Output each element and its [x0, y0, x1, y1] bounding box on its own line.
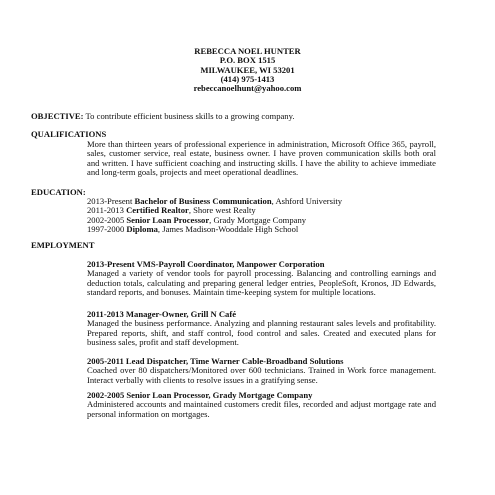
job-entry: [87, 310, 436, 348]
objective-text: To contribute efficient business skills to a growing company.: [85, 111, 295, 121]
education-item: 2002-2005 Senior Loan Processor, Grady Mortgage Company: [87, 214, 307, 225]
po-box: P.O. BOX 1515: [219, 55, 276, 66]
education-item: 2011-2013 Certified Realtor, Shore west Realty: [87, 205, 256, 216]
job-description: Managed the business performance. Analyzing and planning restaurant sales levels and profitability. Prepared reports, shift, and staff control, food control and sales. Created and executed plans for business sales, profit and staff development.: [87, 318, 436, 348]
phone-number: (414) 975-1413: [220, 73, 275, 84]
job-entry: [87, 260, 436, 298]
employment-heading: EMPLOYMENT: [31, 240, 95, 250]
education-item: 1997-2000 Diploma, James Madison-Wooddale High School: [87, 224, 299, 235]
contact-header: [0, 47, 495, 93]
education-list: [87, 197, 436, 235]
education-heading: EDUCATION:: [31, 187, 86, 197]
job-title: 2013-Present VMS-Payroll Coordinator, Manpower Corporation: [87, 259, 325, 269]
qualifications-text: More than thirteen years of professional experience in administration, Microsoft Office 365, payroll, sales, customer service, real estate, business owner. I have proven communication skills both oral and written. I have sufficient coaching and instructing skills. I have the ability to achieve immediate and long-term goals, projects and meet operational deadlines.: [87, 139, 436, 178]
job-title: 2011-2013 Manager-Owner, Grill N Café: [87, 309, 237, 319]
education-item: 2013-Present Bachelor of Business Communication, Ashford University: [87, 196, 343, 206]
email-address: rebeccanoelhunt@yahoo.com: [193, 83, 302, 94]
objective-label: OBJECTIVE:: [31, 111, 84, 121]
qualifications-heading: QUALIFICATIONS: [31, 129, 107, 139]
objective-section: [31, 111, 471, 121]
city-state-zip: MILWAUKEE, WI 53201: [200, 64, 295, 75]
job-description: Managed a variety of vendor tools for payroll processing. Balancing and controlling earnings and deduction totals, calculating and preparing general ledger entries, PeopleSoft, Kronos, JD Edwards, standard reports, and bonuses. Maintain time-keeping system for multiple locations.: [87, 268, 436, 298]
job-title: 2002-2005 Senior Loan Processor, Grady Mortgage Company: [87, 390, 313, 400]
job-description: Administered accounts and maintained customers credit files, recorded and adjust mortgage rate and personal information on mortgages.: [87, 399, 436, 419]
job-title: 2005-2011 Lead Dispatcher, Time Warner Cable-Broadband Solutions: [87, 356, 344, 366]
job-description: Coached over 80 dispatchers/Monitored over 600 technicians. Trained in Work force management. Interact verbally with clients to resolve issues in a gratifying sense.: [87, 365, 436, 385]
job-entry: [87, 391, 436, 419]
job-entry: [87, 357, 436, 385]
full-name: REBECCA NOEL HUNTER: [194, 46, 301, 56]
